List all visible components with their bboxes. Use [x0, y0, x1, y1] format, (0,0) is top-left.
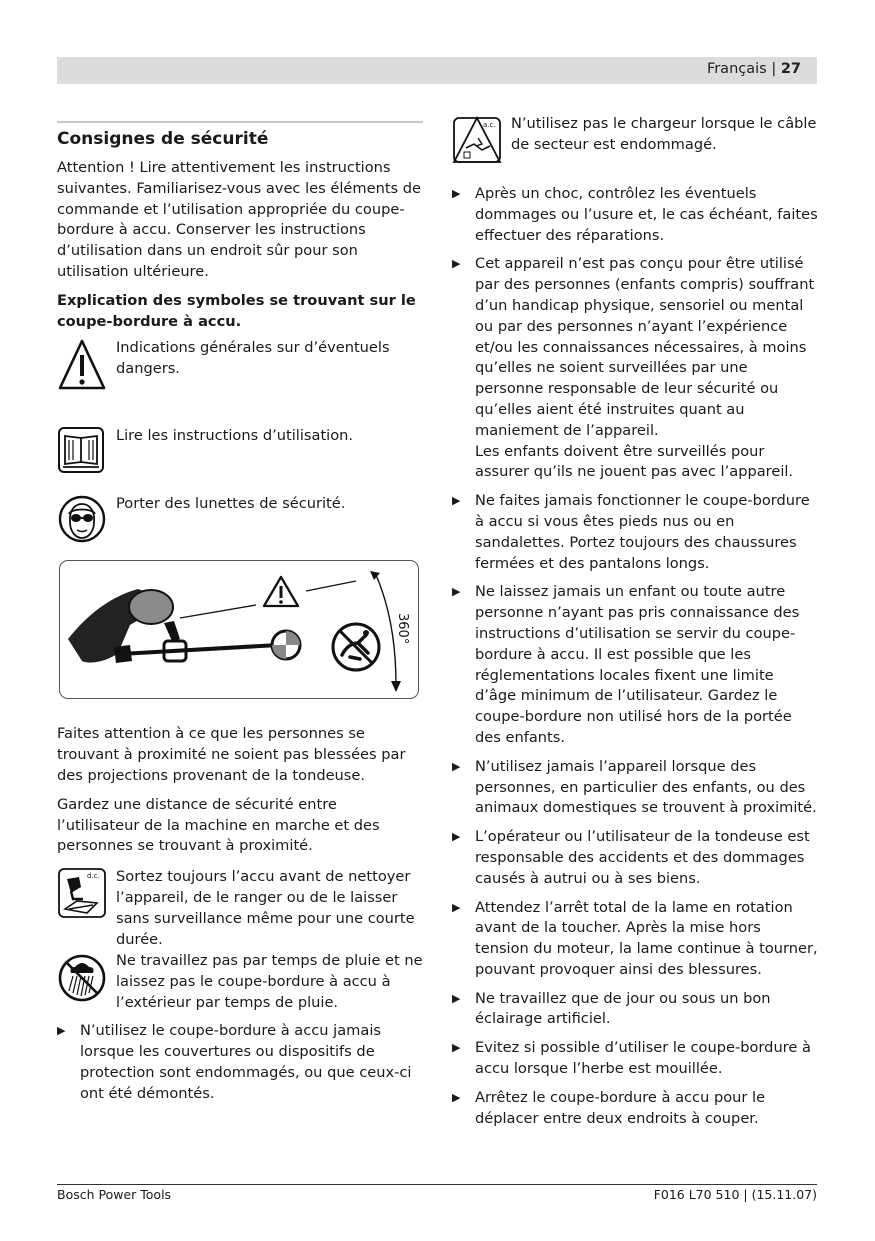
footer-brand: Bosch Power Tools — [57, 1187, 172, 1202]
bullet-marker-icon: ▶ — [452, 257, 461, 271]
rotation-360-label: 360° — [395, 613, 410, 645]
bullet-marker-icon: ▶ — [452, 1090, 461, 1104]
symbol-charger-row — [452, 114, 818, 184]
instruction-manual-icon — [57, 426, 105, 483]
left-column — [57, 121, 423, 1112]
bullet-item — [452, 827, 818, 889]
bullet-text: Attendez l’arrêt total de la lame en rotation avant de la toucher. Après la mise hors tension du moteur, la lame continue à tourner, pouvant provoquer ainsi des blessures. — [475, 898, 818, 978]
bullet-text: N’utilisez jamais l’appareil lorsque des personnes, en particulier des enfants, ou des animaux domestiques se trouvent à proximité. — [475, 757, 817, 817]
page-header — [57, 57, 817, 84]
section-divider — [57, 121, 423, 123]
symbol-goggles-row — [57, 494, 423, 550]
attention-paragraph: Faites attention à ce que les personnes se trouvant à proximité ne soient pas blessées par des projections provenant de la tondeuse. — [57, 725, 406, 784]
section-title: Consignes de sécurité — [57, 129, 269, 149]
bullet-text: Ne faites jamais fonctionner le coupe-bordure à accu si vous êtes pieds nus ou en sandalettes. Portez toujours des chaussures fermées et des pantalons longs. — [475, 492, 810, 572]
bullet-item — [452, 582, 818, 748]
header-text — [707, 61, 801, 77]
symbol-manual-row — [57, 426, 423, 494]
symbol-battery-text: Sortez toujours l’accu avant de nettoyer l’appareil, de le ranger ou de le laisser sans surveillance même pour une courte durée. — [116, 868, 415, 948]
warning-triangle-icon — [57, 338, 105, 401]
bullet-marker-icon: ▶ — [452, 759, 461, 773]
header-language: Français — [706, 61, 767, 77]
children-note: Les enfants doivent être surveillés pour assurer qu’ils ne jouent pas avec l’appareil. — [475, 442, 794, 481]
bullet-text: Ne travaillez que de jour ou sous un bon éclairage artificiel. — [475, 989, 771, 1028]
symbol-charger-text: N’utilisez pas le chargeur lorsque le câble de secteur est endommagé. — [511, 115, 817, 153]
bullet-item — [452, 254, 818, 483]
footer-divider — [57, 1184, 817, 1185]
symbol-battery-row — [57, 867, 423, 951]
bullet-marker-icon: ▶ — [452, 1041, 461, 1055]
damaged-charger-cable-icon — [452, 114, 500, 175]
diagram-warning-icon — [264, 577, 298, 606]
bullet-item — [452, 757, 818, 819]
symbols-heading: Explication des symboles se trouvant sur le coupe-bordure à accu. — [57, 291, 416, 330]
bullet-text: Arrêtez le coupe-bordure à accu pour le déplacer entre deux endroits à couper. — [475, 1088, 766, 1127]
bullet-item — [452, 184, 818, 246]
bullet-marker-icon: ▶ — [452, 900, 461, 914]
bullet-item — [452, 989, 818, 1031]
header-separator: | — [771, 61, 777, 77]
bullet-text: Ne laissez jamais un enfant ou toute autre personne n’ayant pas pris connaissance des instructions d’utilisation se servir du coupe-bordure à accu. Il est possible que les réglementations locales fixent une limite d’âge minimum de l’utilisateur. Gardez le coupe-bordure non utilisé hors de la portée des enfants. — [475, 583, 800, 746]
bullet-marker-icon: ▶ — [452, 494, 461, 508]
no-bystander-icon — [333, 624, 379, 670]
bullet-marker-icon: ▶ — [57, 1024, 66, 1038]
remove-battery-icon — [57, 867, 105, 928]
distance-paragraph: Gardez une distance de sécurité entre l’utilisateur de la machine en marche et des personnes se trouvant à proximité. — [57, 795, 380, 855]
page-number: 27 — [780, 61, 801, 77]
symbol-manual-text: Lire les instructions d’utilisation. — [116, 427, 354, 445]
bullet-marker-icon: ▶ — [452, 585, 461, 599]
bullet-text: N’utilisez le coupe-bordure à accu jamais lorsque les couvertures ou dispositifs de protection sont endommagés, ou que ceux-ci ont été démontés. — [80, 1022, 412, 1102]
bullet-marker-icon: ▶ — [452, 187, 461, 200]
symbol-warning-row — [57, 338, 423, 426]
operator-head-icon — [129, 590, 173, 624]
bullet-item — [452, 898, 818, 981]
bullet-text: L’opérateur ou l’utilisateur de la tondeuse est responsable des accidents et des dommages causés à autrui ou à ses biens. — [475, 828, 810, 887]
symbol-goggles-text: Porter des lunettes de sécurité. — [116, 495, 346, 513]
safety-goggles-icon — [57, 494, 105, 551]
bullet-item — [452, 491, 818, 574]
safety-diagram — [59, 560, 419, 699]
bullet-item — [452, 1088, 818, 1130]
ac-label: a.c. — [483, 121, 496, 129]
bullet-marker-icon: ▶ — [452, 991, 461, 1005]
symbol-rain-text: Ne travaillez pas par temps de pluie et ne laissez pas le coupe-bordure à accu à l’extérieur par temps de pluie. — [116, 952, 423, 1011]
bullet-main-text: Cet appareil n’est pas conçu pour être utilisé par des personnes (enfants compris) souffrant d’un handicap physique, sensoriel ou mental ou par des personnes n’ayant l’expérience et/ou les connaissances nécessaires, à moins qu’elles ne soient surveillées par une personne responsable de leur sécurité ou qu’elles aient été instruites quant au maniement de l’appareil. — [475, 255, 815, 439]
bullet-item — [452, 1038, 818, 1080]
symbol-warning-text: Indications générales sur d’éventuels dangers. — [116, 339, 390, 378]
footer-doc-ref: F016 L70 510 | (15.11.07) — [653, 1187, 817, 1202]
intro-paragraph: Attention ! Lire attentivement les instructions suivantes. Familiarisez-vous avec les éléments de commande et l’utilisation appropriée du coupe-bordure à accu. Conserver les instructions d’utilisation dans un endroit sûr pour son utilisation ultérieure. — [57, 159, 422, 280]
bullet-text: Après un choc, contrôlez les éventuels dommages ou l’usure et, le cas échéant, faites effectuer des réparations. — [475, 185, 818, 244]
symbol-rain-row — [57, 951, 423, 1021]
bullet-text — [475, 254, 818, 483]
bullet-text: Evitez si possible d’utiliser le coupe-bordure à accu lorsque l’herbe est mouillée. — [475, 1039, 811, 1078]
right-column — [452, 114, 818, 1137]
no-rain-icon — [57, 951, 105, 1012]
dc-label: d.c. — [87, 872, 100, 881]
bullet-marker-icon: ▶ — [452, 830, 461, 844]
bullet-covers — [57, 1021, 423, 1104]
